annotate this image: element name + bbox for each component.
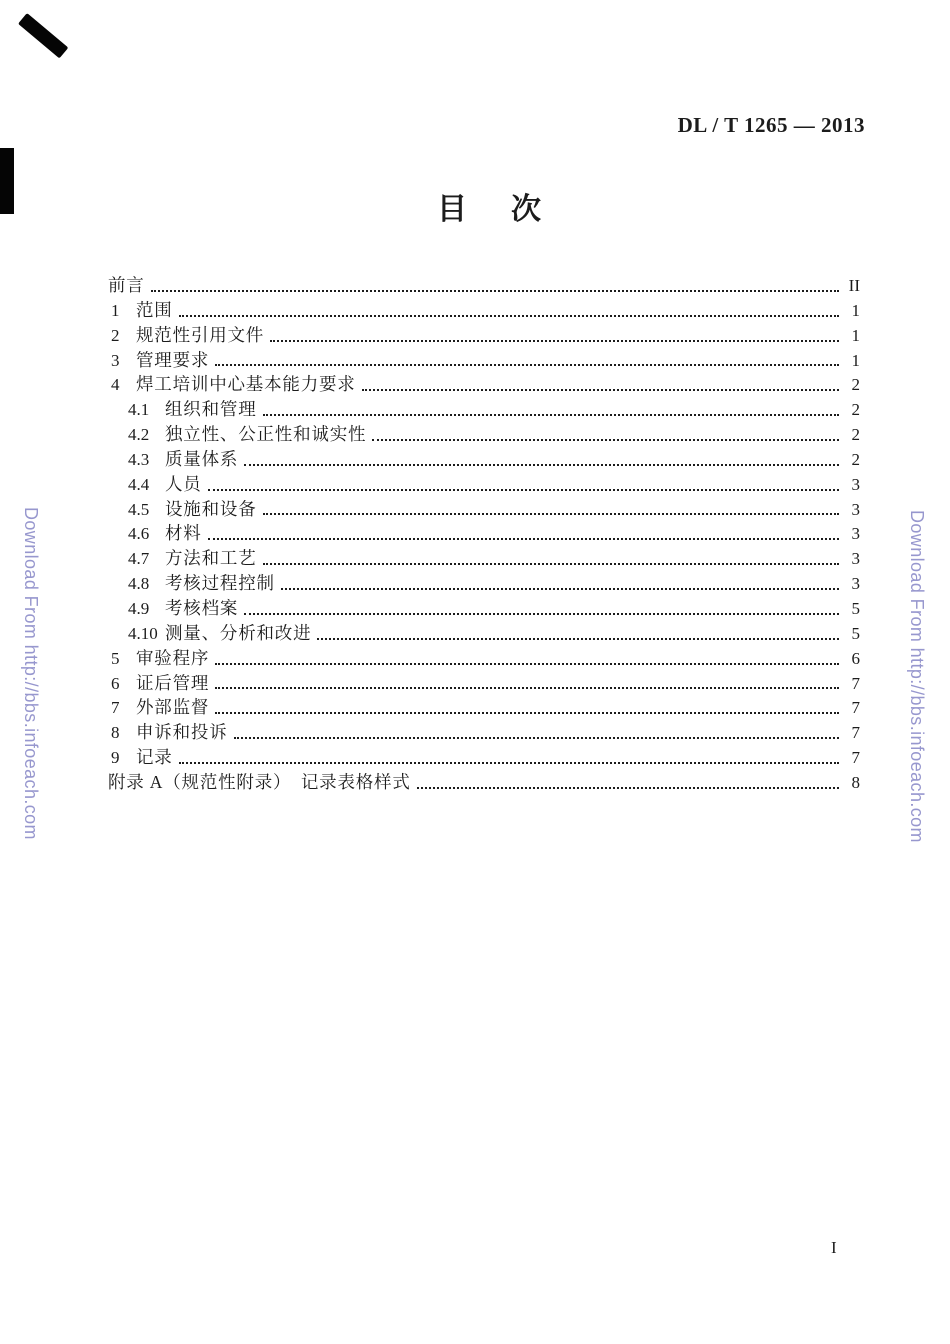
toc-leader-dots: [215, 663, 839, 665]
toc-leader-dots: [244, 464, 839, 466]
toc-item-number: 4.4: [128, 474, 150, 494]
scan-edge-bar: [0, 148, 14, 214]
toc-item-title: 审验程序: [136, 647, 210, 668]
toc-item-number: 5: [111, 648, 120, 668]
toc-page-number: 3: [851, 524, 860, 544]
toc-item-number: 4.8: [128, 574, 150, 594]
toc-leader-dots: [263, 513, 840, 515]
toc-item-title: 设施和设备: [165, 498, 257, 519]
toc-row: [105, 421, 860, 446]
toc-leader-dots: [362, 389, 839, 391]
toc-page-number: 5: [851, 598, 860, 618]
toc-row: [105, 769, 860, 794]
toc-row: [105, 396, 860, 421]
toc-row: [105, 694, 860, 719]
toc-leader-dots: [372, 439, 839, 441]
toc-item-number: 4.7: [128, 549, 150, 569]
toc-item-number: 6: [111, 673, 120, 693]
toc-page-number: 3: [851, 574, 860, 594]
toc-leader-dots: [208, 489, 839, 491]
toc-leader-dots: [215, 712, 839, 714]
toc-item-title: 规范性引用文件: [136, 324, 265, 345]
toc-leader-dots: [263, 414, 840, 416]
toc-item-title: 质量体系: [165, 448, 239, 469]
toc-item-number: 4.3: [128, 449, 150, 469]
toc-leader-dots: [317, 638, 839, 640]
toc-row: [105, 297, 860, 322]
toc-page-number: 7: [851, 673, 860, 693]
toc-row: [105, 620, 860, 645]
toc-item-title: 独立性、公正性和诚实性: [165, 424, 367, 445]
toc-item-title: 前言: [108, 275, 145, 295]
toc-item-number: 4: [111, 375, 120, 395]
toc-item-number: 7: [111, 698, 120, 718]
page-title-char: 目: [437, 193, 467, 226]
toc-list: [105, 272, 860, 794]
toc-page-number: 3: [851, 474, 860, 494]
toc-item-title: 考核过程控制: [165, 573, 275, 594]
toc-page-number: 2: [851, 449, 860, 469]
footer-page-number: I: [831, 1238, 837, 1257]
toc-row: [105, 670, 860, 695]
toc-page-number: 3: [851, 499, 860, 519]
toc-item-number: 9: [111, 748, 120, 768]
toc-page-number: 1: [851, 350, 860, 370]
toc-item-title: 考核档案: [165, 597, 239, 618]
toc-item-number: 4.6: [128, 524, 150, 544]
toc-leader-dots: [270, 340, 839, 342]
toc-page-number: 1: [851, 325, 860, 345]
toc-page-number: 3: [851, 549, 860, 569]
toc-item-number: 2: [111, 325, 120, 345]
toc-row: [105, 570, 860, 595]
toc-item-title: 管理要求: [136, 349, 210, 370]
toc-item-number: 4.9: [128, 598, 150, 618]
toc-row: [105, 471, 860, 496]
toc-row: [105, 595, 860, 620]
toc-leader-dots: [215, 687, 839, 689]
toc-item-title: 人员: [165, 473, 202, 494]
toc-row: [105, 719, 860, 744]
toc-item-number: 4.2: [128, 425, 150, 445]
toc-item-title: 外部监督: [136, 697, 210, 718]
toc-item-title: 组织和管理: [165, 399, 257, 420]
watermark-right: Download From http://bbs.infoeach.com: [907, 510, 927, 843]
toc-page-number: 6: [851, 648, 860, 668]
toc-page-number: 7: [851, 748, 860, 768]
toc-row: [105, 496, 860, 521]
toc-page-number: 2: [851, 400, 860, 420]
toc-row: [105, 545, 860, 570]
toc-leader-dots: [234, 737, 840, 739]
toc-row: [105, 322, 860, 347]
toc-item-title: 范围: [136, 299, 173, 320]
toc-leader-dots: [281, 588, 839, 590]
toc-item-number: 1: [111, 300, 120, 320]
toc-page-number: 2: [851, 375, 860, 395]
toc-leader-dots: [263, 563, 840, 565]
toc-row: [105, 520, 860, 545]
toc-item-number: 4.5: [128, 499, 150, 519]
document-code: DL / T 1265 — 2013: [677, 113, 865, 137]
toc-page-number: 7: [851, 723, 860, 743]
toc-row: [105, 645, 860, 670]
toc-page-number: 5: [851, 623, 860, 643]
toc-item-title: 附录 A（规范性附录） 记录表格样式: [108, 771, 411, 792]
toc-item-title: 证后管理: [136, 672, 210, 693]
watermark-left: Download From http://bbs.infoeach.com: [21, 507, 41, 840]
toc-item-title: 方法和工艺: [165, 548, 257, 569]
page-title-char: 次: [511, 193, 541, 226]
toc-page-number: 8: [851, 772, 860, 792]
toc-item-number: 4.1: [128, 400, 150, 420]
toc-leader-dots: [215, 364, 839, 366]
toc-row: [105, 272, 860, 297]
toc-page-number: II: [848, 276, 860, 295]
toc-row: [105, 371, 860, 396]
toc-item-title: 焊工培训中心基本能力要求: [136, 374, 356, 395]
toc-row: [105, 446, 860, 471]
toc-item-number: 3: [111, 350, 120, 370]
toc-leader-dots: [179, 762, 839, 764]
toc-row: [105, 744, 860, 769]
toc-item-number: 4.10: [128, 623, 158, 643]
page-title: [437, 194, 541, 226]
toc-leader-dots: [208, 538, 839, 540]
toc-page-number: 1: [851, 300, 860, 320]
toc-item-title: 记录: [136, 747, 173, 768]
toc-leader-dots: [151, 290, 839, 292]
toc-item-title: 测量、分析和改进: [165, 622, 312, 643]
toc-leader-dots: [179, 315, 839, 317]
toc-page-number: 7: [851, 698, 860, 718]
toc-leader-dots: [417, 787, 839, 789]
scan-corner-mark: [18, 13, 68, 58]
toc-item-title: 材料: [165, 523, 202, 544]
toc-page-number: 2: [851, 425, 860, 445]
toc-row: [105, 347, 860, 372]
toc-leader-dots: [244, 613, 839, 615]
toc-item-title: 申诉和投诉: [136, 722, 228, 743]
toc-item-number: 8: [111, 723, 120, 743]
